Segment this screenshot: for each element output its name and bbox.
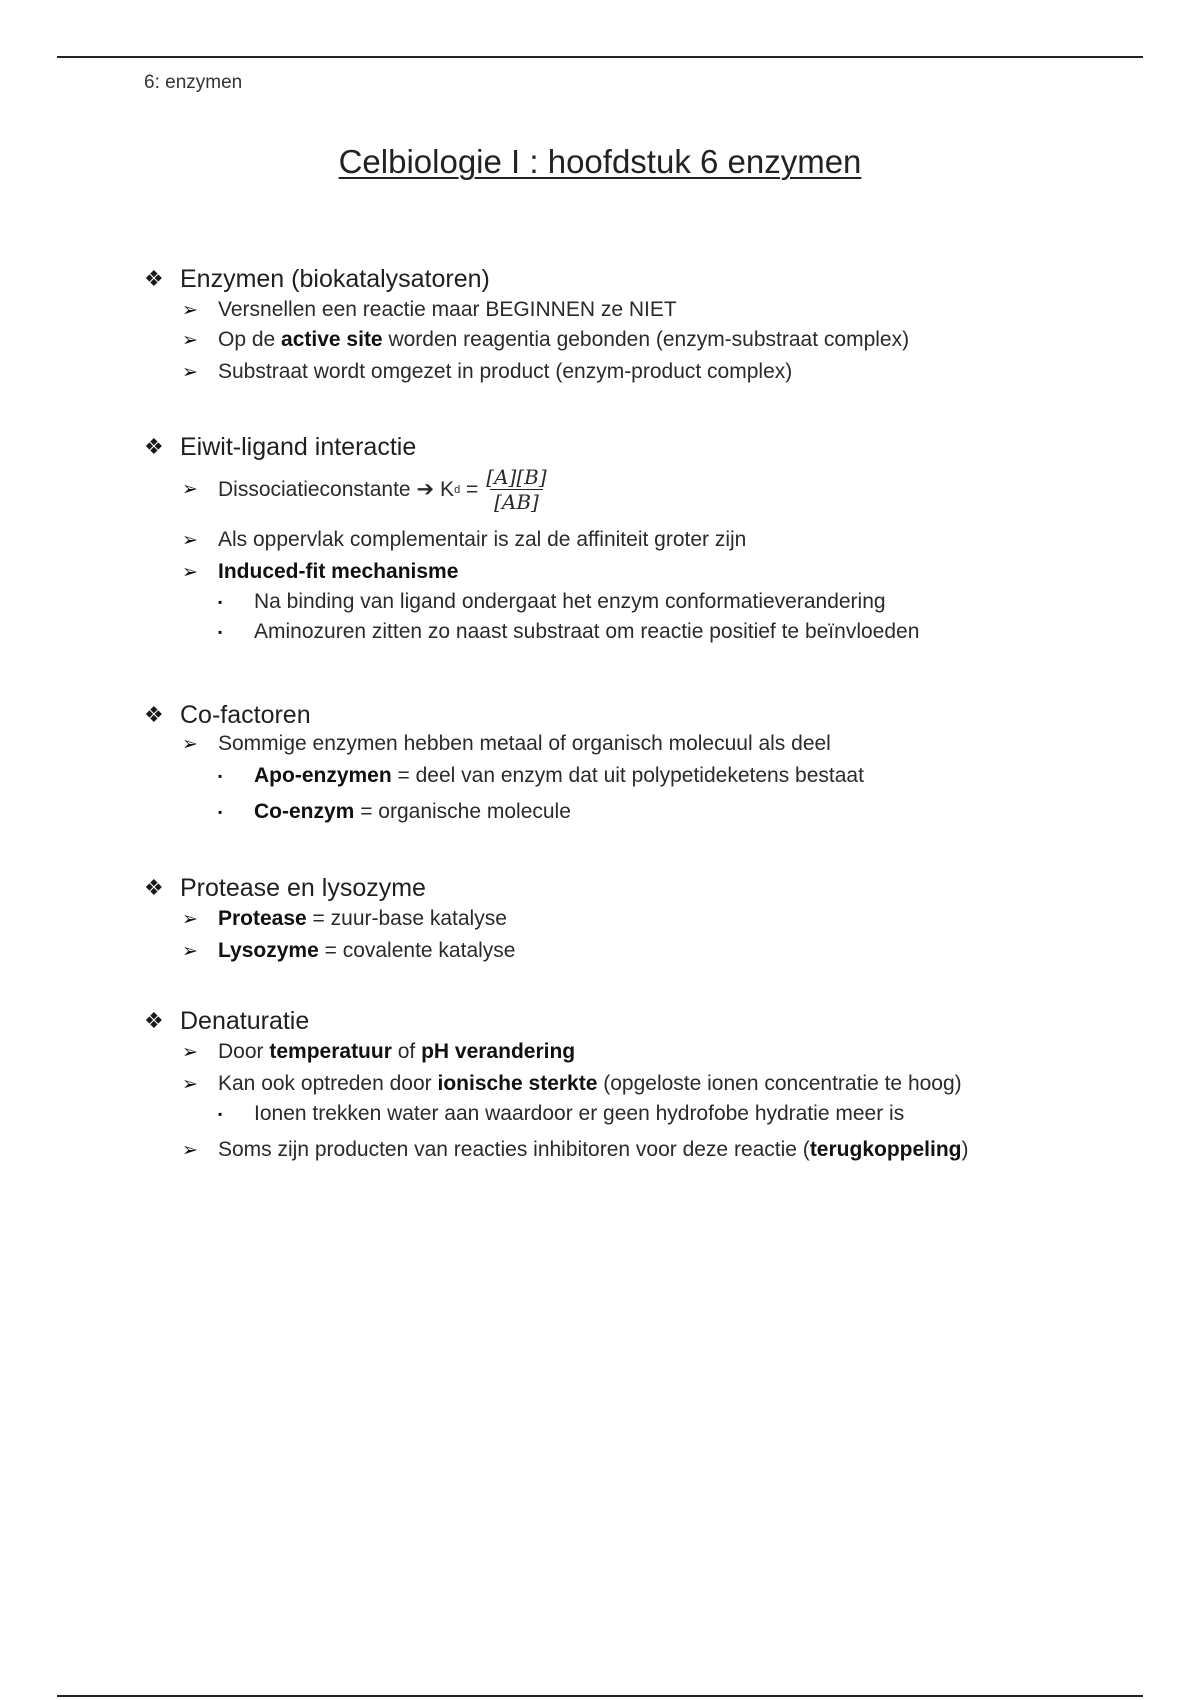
diamond-bullet-icon: ❖ (144, 1008, 164, 1033)
kd-symbol: K d = (440, 477, 479, 501)
right-arrow-icon: ➔ (416, 478, 435, 501)
section-denaturatie (144, 1004, 969, 1161)
page-header: 6: enzymen (144, 72, 243, 93)
section-enzymen (144, 262, 910, 383)
list-item: ➢ Soms zijn producten van reacties inhibitoren voor deze reactie ( terugkoppeling ) (182, 1138, 969, 1161)
top-rule (57, 56, 1143, 58)
list-item: ➢ Sommige enzymen hebben metaal of organisch molecuul als deel (182, 732, 831, 755)
square-bullet-icon: ▪ (218, 625, 223, 639)
arrow-bullet-icon: ➢ (182, 1073, 198, 1095)
kd-fraction (484, 466, 548, 513)
arrow-bullet-icon: ➢ (182, 733, 198, 755)
square-bullet-icon: ▪ (218, 595, 223, 609)
section-protease-lysozyme (144, 871, 516, 962)
diamond-bullet-icon: ❖ (144, 266, 164, 291)
diamond-bullet-icon: ❖ (144, 702, 164, 727)
section-title: Denaturatie (180, 1006, 310, 1035)
sub-list-item: ▪ Apo-enzymen = deel van enzym dat uit polypetideketens bestaat (218, 764, 864, 787)
section-title: Co-factoren (180, 700, 311, 729)
list-item: ➢ Door temperatuur of pH verandering (182, 1040, 576, 1063)
list-item: ➢ Lysozyme = covalente katalyse (182, 939, 516, 962)
arrow-bullet-icon: ➢ (182, 299, 198, 321)
arrow-bullet-icon: ➢ (182, 1139, 198, 1161)
square-bullet-icon: ▪ (218, 769, 223, 783)
diamond-bullet-icon: ❖ (144, 434, 164, 459)
square-bullet-icon: ▪ (218, 1107, 223, 1121)
arrow-bullet-icon: ➢ (182, 940, 198, 962)
section-title: Eiwit-ligand interactie (180, 432, 417, 461)
arrow-bullet-icon: ➢ (182, 361, 198, 383)
arrow-bullet-icon: ➢ (182, 1041, 198, 1063)
list-item: ➢ Protease = zuur-base katalyse (182, 907, 507, 930)
diamond-bullet-icon: ❖ (144, 875, 164, 900)
square-bullet-icon: ▪ (218, 805, 223, 819)
sub-list-item: ▪ Co-enzym = organische molecule (218, 800, 571, 823)
fraction-numerator: [A][B] (486, 465, 547, 489)
arrow-bullet-icon: ➢ (182, 561, 198, 583)
arrow-bullet-icon: ➢ (182, 479, 198, 500)
sub-list-item: ▪ Na binding van ligand ondergaat het enzym conformatieverandering (218, 590, 886, 613)
list-item: ➢ Als oppervlak complementair is zal de affiniteit groter zijn (182, 528, 747, 551)
arrow-bullet-icon: ➢ (182, 529, 198, 551)
page-title: Celbiologie I : hoofdstuk 6 enzymen (338, 143, 862, 180)
bottom-rule (57, 1695, 1143, 1697)
sub-list-item: ▪ Ionen trekken water aan waardoor er geen hydrofobe hydratie meer is (218, 1102, 905, 1125)
list-item: ➢ Op de active site worden reagentia gebonden (enzym-substraat complex) (182, 328, 910, 351)
formula-item: ➢ Dissociatieconstante ➔ K d = $\frac{[A][B]}{[AB]}$ (182, 465, 547, 514)
list-item: ➢ Versnellen een reactie maar BEGINNEN ze NIET (182, 298, 677, 321)
section-eiwit-ligand (144, 430, 920, 643)
arrow-bullet-icon: ➢ (182, 908, 198, 930)
list-item: ➢ Induced-fit mechanisme (182, 560, 459, 583)
fraction-denominator: [AB] (490, 489, 543, 513)
list-item: ➢ Substraat wordt omgezet in product (enzym-product complex) (182, 360, 793, 383)
section-title: Enzymen (biokatalysatoren) (180, 264, 490, 293)
section-co-factoren (144, 698, 864, 823)
arrow-bullet-icon: ➢ (182, 329, 198, 351)
sub-list-item: ▪ Aminozuren zitten zo naast substraat om reactie positief te beïnvloeden (218, 620, 920, 643)
list-item: ➢ Kan ook optreden door ionische sterkte (opgeloste ionen concentratie te hoog) (182, 1072, 962, 1095)
section-title: Protease en lysozyme (180, 873, 426, 902)
